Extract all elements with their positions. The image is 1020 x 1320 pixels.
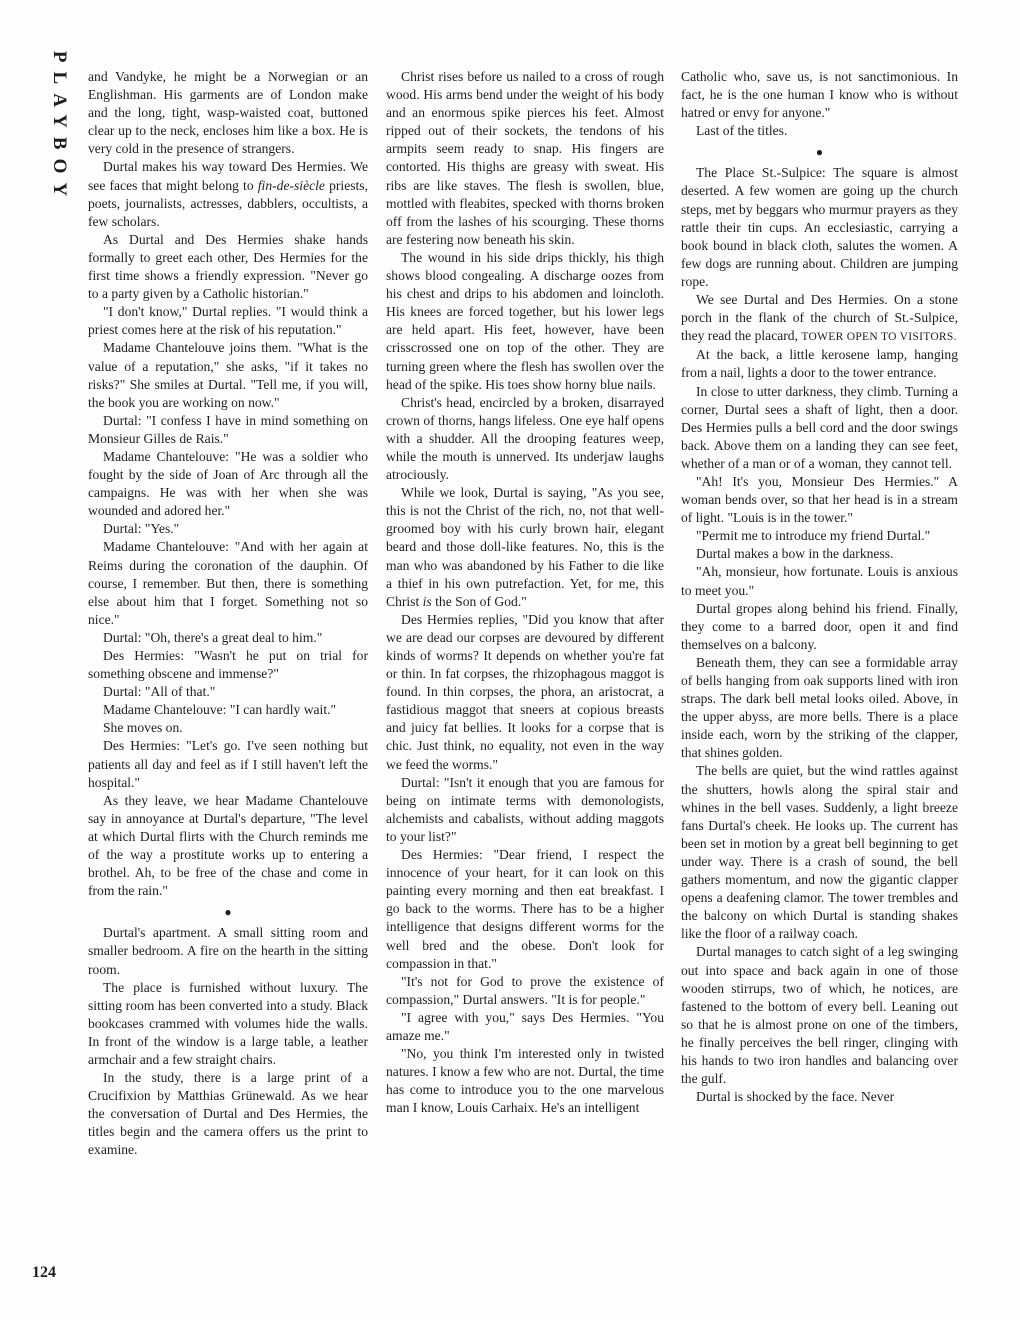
paragraph: As Durtal and Des Hermies shake hands formally to greet each other, Des Hermies for the first time shows a friendly expression. "Never go to a party given by a Catholic historian."	[88, 231, 368, 302]
paragraph: Durtal: "I confess I have in mind something on Monsieur Gilles de Rais."	[88, 412, 368, 446]
paragraph: Beneath them, they can see a formidable array of bells hanging from oak supports lined with iron straps. The dark bell metal looks oiled. Above, in the upper abyss, are more bells. There is a place inside each, worn by the striking of the clapper, that shines golden.	[681, 654, 958, 761]
text-column-2	[386, 68, 664, 1117]
paragraph: "Ah, monsieur, how fortunate. Louis is anxious to meet you."	[681, 564, 958, 598]
paragraph: Catholic who, save us, is not sanctimonious. In fact, he is the one human I know who is without hatred or envy for anyone."	[681, 69, 958, 121]
text-column-1	[88, 68, 368, 1160]
paragraph: Madame Chantelouve joins them. "What is the value of a reputation," she asks, "if it takes no risks?" She smiles at Durtal. "Tell me, if you will, the book you are working on now."	[88, 340, 368, 410]
paragraph: "Permit me to introduce my friend Durtal."	[696, 528, 931, 544]
paragraph: "Ah! It's you, Monsieur Des Hermies." A woman bends over, so that her head is in a stream of light. "Louis is in the tower."	[681, 473, 958, 526]
paragraph: At the back, a little kerosene lamp, hanging from a nail, lights a door to the tower entrance.	[681, 347, 958, 381]
page-number: 124	[32, 1264, 56, 1281]
paragraph: Christ's head, encircled by a broken, disarrayed crown of thorns, hangs lifeless. One eye half opens with a shudder. All the drooping features weep, while the mouth is unnerved. Its underjaw laughs atrociously.	[386, 394, 664, 483]
paragraph: "I agree with you," says Des Hermies. "You amaze me."	[386, 1009, 664, 1043]
section-bullet: ●	[815, 145, 824, 160]
paragraph: Last of the titles.	[696, 123, 788, 139]
paragraph: The wound in his side drips thickly, his thigh shows blood congealing. A discharge oozes from his chest and drips to his abdomen and loincloth. His knees are forced together, but his lower legs are held apart. His feet, however, have been crisscrossed one on top of the other. They are turning green where the flesh has swollen over the head of the spike. His toes show horny blue nails.	[386, 249, 664, 392]
placard-text: TOWER OPEN TO VISITORS.	[801, 331, 957, 344]
paragraph: "It's not for God to prove the existence of compassion," Durtal answers. "It is for people."	[386, 973, 664, 1007]
paragraph: and Vandyke, he might be a Norwegian or an Englishman. His garments are of London make and the long, tight, wasp-waisted coat, buttoned clear up to the neck, encloses him like a box. He is very cold in the presence of strangers.	[88, 69, 368, 157]
paragraph: Madame Chantelouve: "He was a soldier who fought by the side of Joan of Arc through all the campaigns. He was with her when she was wounded and adored her."	[88, 448, 368, 519]
paragraph: Durtal's apartment. A small sitting room and smaller bedroom. A fire on the hearth in the sitting room.	[88, 925, 368, 977]
paragraph: Des Hermies replies, "Did you know that after we are dead our corpses are devoured by different kinds of worms? It depends on whether you're fat or thin. In fat corpses, the rhizophagous maggot is found. In thin corpses, the phora, an aristocrat, a fastidious maggot that sneers at copious breasts and juicy fat bellies. It looks for a corpse that is chic. Just think, no equality, not even in the way we feed the worms."	[386, 611, 664, 772]
paragraph: Madame Chantelouve: "I can hardly wait."	[103, 702, 337, 718]
paragraph: While we look, Durtal is saying, "As you see, this is not the Christ of the rich, no, not that well-groomed boy with his curly brown hair, elegant beard and those doll-like features. No, this is the man who was abandoned by his Father to die like a thief in his own putrefaction. Yet, for me, this Christ is the Son of God."	[386, 485, 664, 609]
paragraph: Durtal manages to catch sight of a leg swinging out into space and back again in one of those wooden stirrups, two of which, he notices, are fastened to the bottom of every bell. Leaning out so that he is almost prone on one of the timbers, he finally perceives the bell ringer, clinging with his hands to two iron handles and balancing over the gulf.	[681, 944, 958, 1087]
paragraph: Durtal is shocked by the face. Never	[696, 1089, 895, 1105]
paragraph: The bells are quiet, but the wind rattles against the shutters, howls along the spiral stair and whines in the bell vases. Suddenly, a light breeze fans Durtal's cheek. He looks up. The current has been set in motion by a great bell beginning to get under way. There is a crash of sound, the bell gathers momentum, and now the gigantic clapper opens a deafening clamor. The tower trembles and the balcony on which Durtal is standing shakes like the floor of a railway coach.	[681, 763, 958, 942]
text-column-3	[681, 68, 958, 1106]
paragraph: Madame Chantelouve: "And with her again at Reims during the coronation of the dauphin. Of course, I remember. But then, there is something else about him that I forget. Something not so nice."	[88, 539, 368, 627]
paragraph: "No, you think I'm interested only in twisted natures. I know a few who are not. Durtal, the time has come to introduce you to the one marvelous man I know, Louis Carhaix. He's an intelligent	[386, 1046, 664, 1116]
paragraph: Durtal: "All of that."	[103, 684, 216, 700]
paragraph: Durtal makes his way toward Des Hermies. We see faces that might belong to fin-de-siècle priests, poets, journalists, actresses, dabblers, occultists, a few scholars.	[88, 159, 368, 229]
paragraph: Durtal gropes along behind his friend. Finally, they come to a barred door, open it and find themselves on a balcony.	[681, 600, 958, 652]
paragraph: In close to utter darkness, they climb. Turning a corner, Durtal sees a shaft of light, then a door. Des Hermies pulls a bell cord and the door swings back. Above them on a landing they can see feet, whether of a man or of a woman, they cannot tell.	[681, 383, 958, 471]
paragraph: As they leave, we hear Madame Chantelouve say in annoyance at Durtal's departure, "The level at which Durtal flirts with the Church reminds me of the way a prostitute works up to entering a brothel. Ah, to be free of the chase and come in from the rain."	[88, 792, 368, 899]
paragraph: Christ rises before us nailed to a cross of rough wood. His arms bend under the weight of his body and an enormous spike pierces his feet. Almost ripped out of their sockets, the tendons of his armpits seem ready to snap. His fingers are contorted. His thighs are greasy with sweat. His ribs are like staves. The flesh is swollen, blue, mottled with fleabites, specked with thorns broken off from the lashes of his scourging. These thorns are festering now beneath his skin.	[386, 69, 664, 247]
paragraph: Des Hermies: "Wasn't he put on trial for something obscene and immense?"	[88, 648, 368, 682]
paragraph: Des Hermies: "Let's go. I've seen nothing but patients all day and feel as if I still haven't left the hospital."	[88, 738, 368, 790]
paragraph: We see Durtal and Des Hermies. On a stone porch in the flank of the church of St.-Sulpice, they read the placard, TOWER OPEN TO VISITORS.	[681, 292, 958, 344]
paragraph: "I don't know," Durtal replies. "I would think a priest comes here at the risk of his reputation."	[88, 304, 368, 338]
paragraph: Durtal: "Isn't it enough that you are famous for being on intimate terms with demonologists, alchemists and cabalists, without adding maggots to your list?"	[386, 774, 664, 844]
paragraph: She moves on.	[103, 720, 183, 736]
section-bullet: ●	[224, 905, 232, 920]
paragraph: The place is furnished without luxury. The sitting room has been converted into a study. Black bookcases crammed with volumes hide the walls. In front of the window is a large table, a leather armchair and a few straight chairs.	[88, 979, 368, 1067]
paragraph: Durtal makes a bow in the darkness.	[696, 546, 894, 562]
paragraph: Des Hermies: "Dear friend, I respect the innocence of your heart, for it can look on this painting every morning and then eat breakfast. I go back to the worms. There has to be a higher intelligence that designs different worms for the well bred and the obese. Don't look for compassion in that."	[386, 847, 664, 971]
paragraph: In the study, there is a large print of a Crucifixion by Matthias Grünewald. As we hear the conversation of Durtal and Des Hermies, the titles begin and the camera offers us the print to examine.	[88, 1070, 368, 1158]
paragraph: Durtal: "Oh, there's a great deal to him."	[103, 629, 323, 645]
paragraph: Durtal: "Yes."	[103, 521, 180, 537]
paragraph: The Place St.-Sulpice: The square is almost deserted. A few women are going up the church steps, met by beggars who murmur prayers as they rattle their tin cups. An ecclesiastic, carrying a book bound in black cloth, salutes the women. A few dogs are running about. Children are jumping rope.	[681, 165, 958, 289]
magazine-title: PLAYBOY	[49, 50, 70, 206]
